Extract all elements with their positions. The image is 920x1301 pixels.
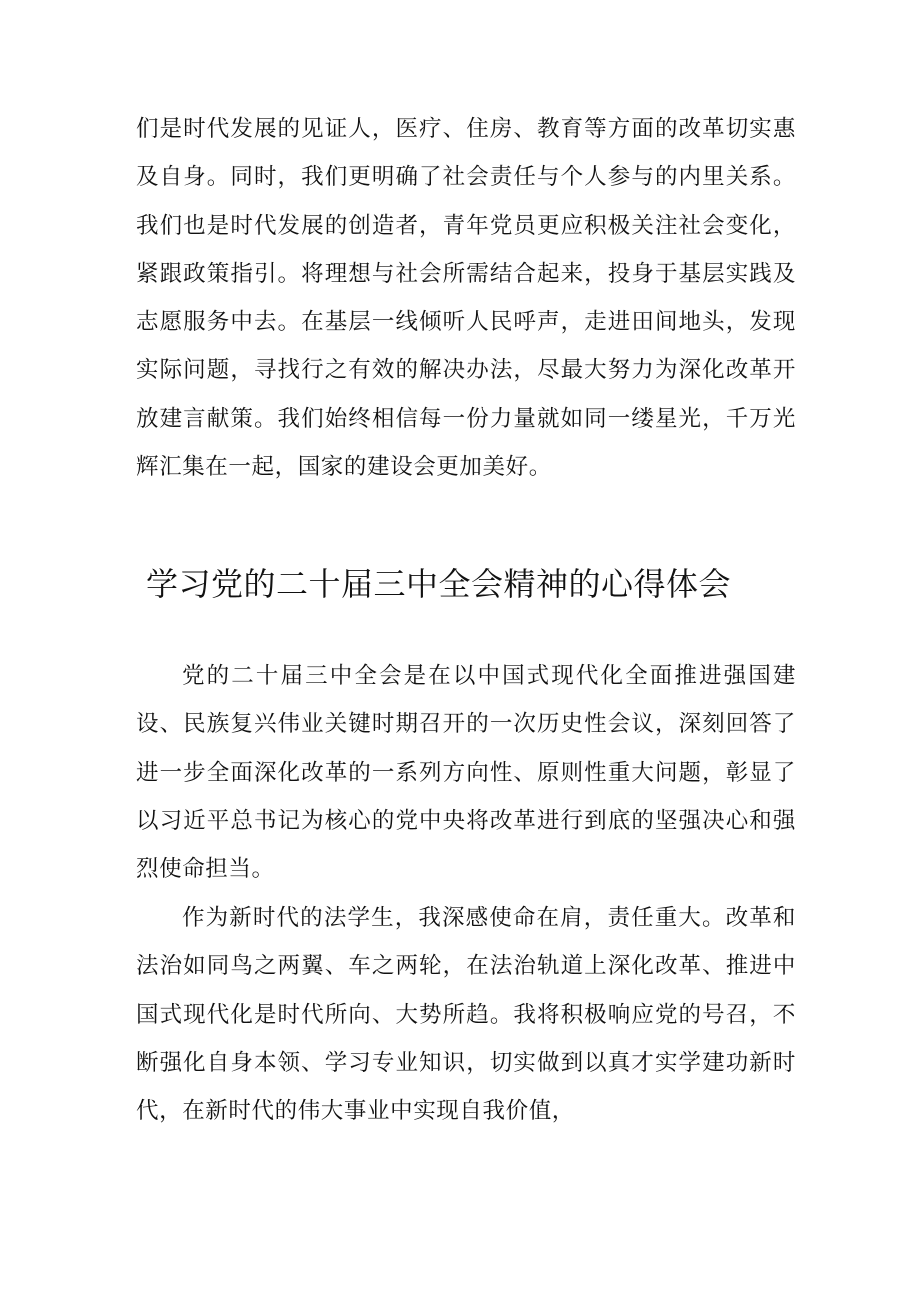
body-paragraph-2: 作为新时代的法学生，我深感使命在肩，责任重大。改革和法治如同鸟之两翼、车之两轮，在法治轨道上深化改革、推进中国式现代化是时代所向、大势所趋。我将积极响应党的号召，不断强化自身本领、学习专业知识，切实做到以真才实学建功新时代，在新时代的伟大事业中实现自我价值， [136, 905, 796, 1125]
continuation-paragraph: 们是时代发展的见证人，医疗、住房、教育等方面的改革切实惠及自身。同时，我们更明确了社会责任与个人参与的内里关系。我们也是时代发展的创造者，青年党员更应积极关注社会变化，紧跟政策指引。将理想与社会所需结合起来，投身于基层实践及志愿服务中去。在基层一线倾听人民呼声，走进田间地头，发现实际问题，寻找行之有效的解决办法，尽最大努力为深化改革开放建言献策。我们始终相信每一份力量就如同一缕星光，千万光辉汇集在一起，国家的建设会更加美好。 [136, 116, 796, 481]
article-title: 学习党的二十届三中全会精神的心得体会 [146, 565, 732, 603]
body-paragraph-1: 党的二十届三中全会是在以中国式现代化全面推进强国建设、民族复兴伟业关键时期召开的一次历史性会议，深刻回答了进一步全面深化改革的一系列方向性、原则性重大问题，彰显了以习近平总书记为核心的党中央将改革进行到底的坚强决心和强烈使命担当。 [136, 663, 796, 883]
